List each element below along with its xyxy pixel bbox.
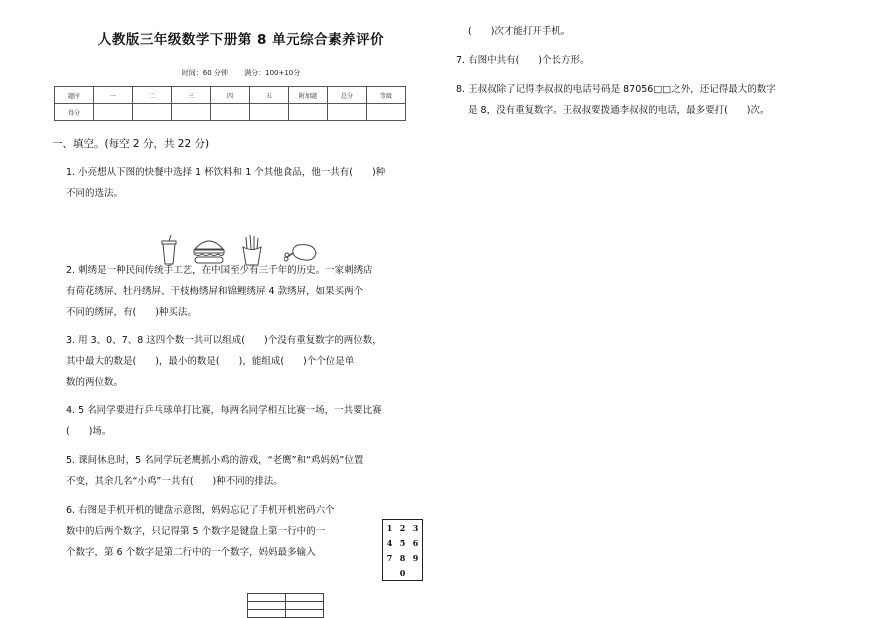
keypad-key bbox=[409, 565, 423, 581]
question-5 bbox=[66, 450, 428, 492]
question-line: 2. 刺绣是一种民间传统手工艺，在中国至少有三千年的历史。一家刺绣店 bbox=[66, 265, 373, 276]
keypad-key: 0 bbox=[399, 567, 406, 578]
question-3 bbox=[66, 330, 428, 393]
score-cell: 等级 bbox=[367, 87, 406, 104]
question-4 bbox=[66, 400, 428, 442]
question-1 bbox=[66, 162, 428, 204]
score-blank[interactable] bbox=[289, 104, 328, 121]
keypad-key: 1 bbox=[386, 522, 393, 533]
page-title: 人教版三年级数学下册第 8 单元综合素养评价 bbox=[97, 32, 385, 48]
grid-cell bbox=[248, 610, 286, 618]
question-line: 8. 王叔叔除了记得李叔叔的电话号码是 87056□□之外，还记得最大的数字 bbox=[456, 84, 776, 95]
score-table-header-row bbox=[55, 87, 406, 104]
question-line: 数中的后两个数字，只记得第 5 个数字是键盘上第一行中的一 bbox=[66, 526, 326, 537]
keypad-key bbox=[383, 565, 397, 581]
exam-meta bbox=[52, 68, 430, 78]
question-line: 不同的绣屏，有( )种买法。 bbox=[66, 307, 197, 318]
question-6-continued: ( )次才能打开手机。 bbox=[468, 26, 571, 37]
left-page bbox=[52, 22, 430, 578]
question-line: 是 8，没有重复数字。王叔叔要拨通李叔叔的电话，最多要打( )次。 bbox=[468, 105, 770, 116]
score-blank[interactable] bbox=[328, 104, 367, 121]
score-cell: 总分 bbox=[328, 87, 367, 104]
rectangle-figure bbox=[247, 593, 324, 618]
question-line: 3. 用 3、0、7、8 这四个数一共可以组成( )个没有重复数字的两位数， bbox=[66, 335, 382, 346]
question-line: 不同的选法。 bbox=[66, 188, 124, 199]
keypad-key: 5 bbox=[399, 537, 406, 548]
score-row-label: 得分 bbox=[55, 104, 94, 121]
score-cell: 四 bbox=[211, 87, 250, 104]
question-line: 不变，其余几名“小鸡”一共有( )种不同的排法。 bbox=[66, 476, 283, 487]
score-cell: 二 bbox=[133, 87, 172, 104]
score-cell: 五 bbox=[250, 87, 289, 104]
score-cell: 附加题 bbox=[289, 87, 328, 104]
score-cell: 一 bbox=[94, 87, 133, 104]
question-2 bbox=[66, 260, 428, 323]
keypad-key: 4 bbox=[386, 537, 393, 548]
keypad-key: 6 bbox=[412, 537, 419, 548]
grid-cell bbox=[248, 602, 286, 610]
question-6 bbox=[66, 500, 378, 563]
question-7: 7. 右图中共有( )个长方形。 bbox=[456, 55, 590, 66]
score-blank[interactable] bbox=[367, 104, 406, 121]
keypad-key: 9 bbox=[412, 552, 419, 563]
question-line: 有荷花绣屏、牡丹绣屏、干枝梅绣屏和锦鲤绣屏 4 款绣屏，如果买两个 bbox=[66, 286, 364, 297]
score-blank[interactable] bbox=[94, 104, 133, 121]
question-line: 个数字，第 6 个数字是第二行中的一个数字，妈妈最多输入 bbox=[66, 547, 316, 558]
score-cell: 三 bbox=[172, 87, 211, 104]
grid-cell bbox=[286, 610, 324, 618]
score-blank[interactable] bbox=[211, 104, 250, 121]
question-line: 数的两位数。 bbox=[66, 377, 124, 388]
exam-time: 时间：60 分钟 bbox=[181, 69, 228, 77]
phone-keypad bbox=[382, 519, 423, 581]
question-line: 5. 课间休息时，5 名同学玩老鹰抓小鸡的游戏，“老鹰”和“鸡妈妈”位置 bbox=[66, 455, 364, 466]
score-blank[interactable] bbox=[133, 104, 172, 121]
question-line: 1. 小亮想从下图的快餐中选择 1 杯饮料和 1 个其他食品，他一共有( )种 bbox=[66, 167, 386, 178]
exam-full-score: 满分：100+10分 bbox=[244, 69, 301, 77]
grid-cell bbox=[248, 594, 286, 602]
keypad-key: 2 bbox=[399, 522, 406, 533]
keypad-key: 3 bbox=[412, 522, 419, 533]
grid-cell bbox=[286, 602, 324, 610]
keypad-key: 7 bbox=[386, 552, 393, 563]
section-heading: 一、填空。(每空 2 分，共 22 分) bbox=[52, 138, 210, 150]
score-cell: 题序 bbox=[55, 87, 94, 104]
score-table bbox=[54, 86, 406, 121]
question-8 bbox=[456, 79, 828, 121]
question-line: ( )场。 bbox=[66, 426, 112, 437]
score-table-score-row bbox=[55, 104, 406, 121]
question-line: 其中最大的数是( )，最小的数是( )，能组成( )个个位是单 bbox=[66, 356, 355, 367]
keypad-key: 8 bbox=[399, 552, 406, 563]
question-line: 6. 右图是手机开机的键盘示意图，妈妈忘记了手机开机密码六个 bbox=[66, 505, 335, 516]
question-line: 4. 5 名同学要进行乒乓球单打比赛，每两名同学相互比赛一场，一共要比赛 bbox=[66, 405, 382, 416]
score-blank[interactable] bbox=[172, 104, 211, 121]
grid-cell bbox=[286, 594, 324, 602]
score-blank[interactable] bbox=[250, 104, 289, 121]
